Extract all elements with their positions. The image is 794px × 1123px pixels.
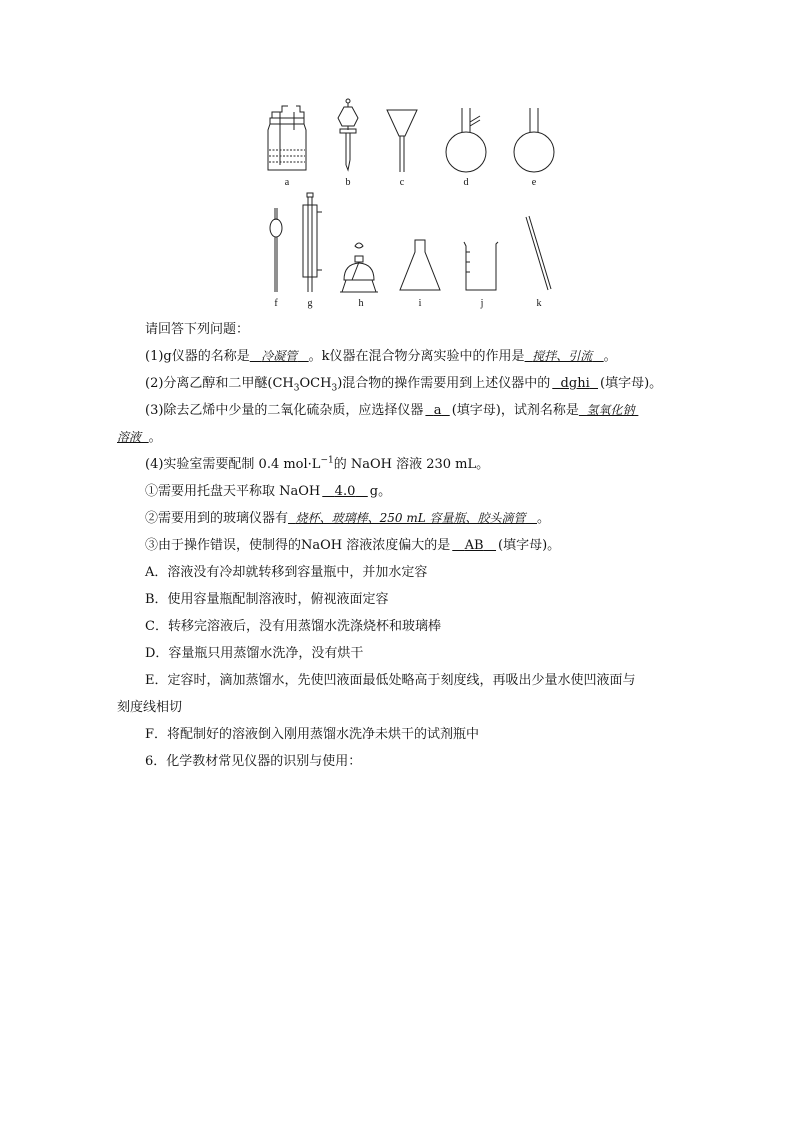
q4-3-text: ③由于操作错误，使制得的NaOH 溶液浓度偏大的是 xyxy=(145,538,451,553)
q1-answer-1: 冷凝管 xyxy=(261,349,298,363)
beaker-j xyxy=(464,242,498,290)
q4-sup: −1 xyxy=(320,455,334,466)
question-3-cont xyxy=(117,426,682,445)
q3-text: (3)除去乙烯中少量的二氧化硫杂质，应选择仪器 xyxy=(145,403,424,418)
q3-answer-2a: 氢氧化钠 xyxy=(586,403,635,417)
question-4-3 xyxy=(117,534,710,553)
option-d: D．容量瓶只用蒸馏水洗净，没有烘干 xyxy=(145,646,364,661)
apparatus-figure xyxy=(0,0,794,320)
glass-rod-k xyxy=(526,216,551,290)
q4-2-post: 。 xyxy=(537,511,551,526)
funnel-c xyxy=(387,110,417,172)
q4-1-answer: 4.0 xyxy=(334,484,356,499)
q1-mid: 。k仪器在混合物分离实验中的作用是 xyxy=(308,349,525,364)
q2-mid2: )混合物的操作需要用到上述仪器中的 xyxy=(337,376,551,391)
dropping-funnel-b xyxy=(338,99,358,170)
q4-3-post: (填字母)。 xyxy=(498,538,561,553)
q2-answer: dghi xyxy=(560,376,590,391)
q4-post: 的 NaOH 溶液 230 mL。 xyxy=(333,457,490,472)
q3-mid: (填字母)，试剂名称是 xyxy=(451,403,579,418)
round-bottom-flask-e xyxy=(514,108,554,172)
q2-text: (2)分离乙醇和二甲醚(CH xyxy=(145,376,294,391)
q1-text: (1)g仪器的名称是 xyxy=(145,349,250,364)
condenser-g xyxy=(303,193,322,292)
option-a: A．溶液没有冷却就转移到容量瓶中，并加水定容 xyxy=(145,565,428,580)
q1-post: 。 xyxy=(603,349,617,364)
option-c: C．转移完溶液后，没有用蒸馏水洗涤烧杯和玻璃棒 xyxy=(145,619,441,634)
section-6-heading: 6．化学教材常见仪器的识别与使用： xyxy=(145,754,362,769)
distillation-flask-d xyxy=(446,108,486,172)
option-f: F．将配制好的溶液倒入刚用蒸馏水洗净未烘干的试剂瓶中 xyxy=(145,727,480,742)
q4-2-text: ②需要用到的玻璃仪器有 xyxy=(145,511,289,526)
q2-post: (填字母)。 xyxy=(600,376,663,391)
question-2 xyxy=(117,372,710,394)
question-4-1 xyxy=(117,480,710,499)
q3-post: 。 xyxy=(148,430,162,445)
label-f: f xyxy=(274,298,278,309)
label-e: e xyxy=(531,177,537,188)
label-d: d xyxy=(463,177,469,188)
alcohol-lamp-h xyxy=(340,243,378,292)
label-b: b xyxy=(345,177,351,188)
label-c: c xyxy=(399,177,405,188)
label-j: j xyxy=(480,298,484,309)
question-1 xyxy=(117,345,710,364)
option-e-cont: 刻度线相切 xyxy=(117,700,183,715)
label-a: a xyxy=(284,177,290,188)
pipette-f xyxy=(270,208,282,292)
conical-flask-i xyxy=(400,240,440,290)
q4-1-text: ①需要用托盘天平称取 NaOH xyxy=(145,484,321,499)
q3-answer-2b: 溶液 xyxy=(117,430,142,444)
label-k: k xyxy=(536,298,542,309)
question-intro: 请回答下列问题： xyxy=(145,322,250,337)
q3-answer: a xyxy=(433,403,442,418)
q4-2-answer: 烧杯、玻璃棒、250 mL 容量瓶、胶头滴管 xyxy=(295,511,526,525)
question-4 xyxy=(117,453,710,472)
gas-washing-bottle-a xyxy=(268,106,306,170)
q1-answer-2: 搅拌、引流 xyxy=(532,349,593,363)
q2-sub1: 3 xyxy=(293,383,300,394)
option-e: E．定容时，滴加蒸馏水，先使凹液面最低处略高于刻度线，再吸出少量水使凹液面与 xyxy=(145,673,636,688)
label-i: i xyxy=(418,298,422,309)
q2-sub2: 3 xyxy=(331,383,338,394)
q4-1-post: g。 xyxy=(369,484,392,499)
label-g: g xyxy=(307,298,313,309)
question-3 xyxy=(117,399,710,418)
question-4-2 xyxy=(117,507,710,526)
q4-3-answer: AB xyxy=(464,538,484,553)
q4-text: (4)实验室需要配制 0.4 mol·L xyxy=(145,457,321,472)
q2-mid1: OCH xyxy=(299,376,332,391)
option-b: B．使用容量瓶配制溶液时，俯视液面定容 xyxy=(145,592,389,607)
label-h: h xyxy=(358,298,364,309)
